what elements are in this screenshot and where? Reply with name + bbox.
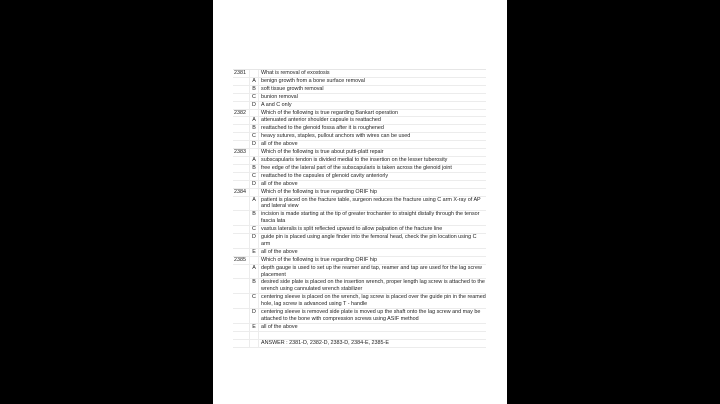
option-number-cell: [233, 102, 250, 109]
question-row: [233, 257, 486, 265]
option-row: [233, 181, 486, 189]
option-row: [233, 197, 486, 212]
option-number-cell: [233, 157, 250, 164]
option-number-cell: [233, 324, 250, 331]
blank-cell: [233, 332, 250, 339]
option-letter: A: [250, 157, 259, 164]
option-text: bunion removal: [261, 93, 298, 100]
option-text: all of the above: [261, 248, 298, 255]
option-row: [233, 324, 486, 332]
option-text: reattached to the glenoid fossa after it is roughened: [261, 125, 384, 132]
option-number-cell: [233, 309, 250, 323]
answer-key: ANSWER : 2381-D, 2382-D, 2383-D, 2384-E, 2385-E: [261, 339, 389, 346]
option-row: [233, 125, 486, 133]
question-text: Which of the following is true regarding Bankart operation: [261, 109, 398, 116]
question-letter-cell: [250, 257, 259, 264]
option-letter: A: [250, 78, 259, 85]
option-text: all of the above: [261, 180, 298, 187]
option-number-cell: [233, 78, 250, 85]
option-letter: B: [250, 86, 259, 93]
option-text: guide pin is placed using angle finder into the femoral head, check the pin location using C arm: [261, 234, 477, 247]
option-letter: E: [250, 324, 259, 331]
answer-letter-cell: [250, 340, 259, 347]
option-row: [233, 294, 486, 309]
question-letter-cell: [250, 70, 259, 77]
option-text: vastus lateralis is split reflected upward to allow palpation of the fracture line: [261, 226, 443, 233]
question-text: Which of the following is true regarding ORIF hip: [261, 256, 377, 263]
option-text: all of the above: [261, 141, 298, 148]
option-letter: D: [250, 234, 259, 248]
option-letter: C: [250, 294, 259, 308]
option-letter: D: [250, 141, 259, 148]
option-row: [233, 249, 486, 257]
question-number: 2384: [233, 189, 250, 196]
option-letter: B: [250, 279, 259, 293]
option-number-cell: [233, 117, 250, 124]
option-row: [233, 211, 486, 226]
question-number: 2382: [233, 110, 250, 117]
option-row: [233, 86, 486, 94]
option-letter: C: [250, 226, 259, 233]
question-letter-cell: [250, 189, 259, 196]
option-row: [233, 165, 486, 173]
option-letter: D: [250, 102, 259, 109]
option-text: attenuated anterior shoulder capsule is reattached: [261, 117, 381, 124]
option-number-cell: [233, 265, 250, 279]
option-row: [233, 102, 486, 110]
option-letter: C: [250, 94, 259, 101]
option-row: [233, 141, 486, 149]
option-row: [233, 173, 486, 181]
option-letter: E: [250, 249, 259, 256]
option-text: benign growth from a bone surface removal: [261, 77, 365, 84]
question-number: 2385: [233, 257, 250, 264]
option-row: [233, 117, 486, 125]
option-row: [233, 309, 486, 324]
question-number: 2381: [233, 70, 250, 77]
question-row: [233, 189, 486, 197]
option-text: reattached to the capsules of glenoid cavity anteriorly: [261, 172, 389, 179]
option-text: subscapularis tendon is divided medial to the insertion on the lesser tuberosity: [261, 156, 448, 163]
option-letter: C: [250, 133, 259, 140]
question-row: [233, 149, 486, 157]
option-text: desired side plate is placed on the insertion wrench, proper length lag screw is attached to the wrench using cannulated wrench stabilizer: [261, 279, 485, 293]
option-number-cell: [233, 86, 250, 93]
option-number-cell: [233, 94, 250, 101]
option-letter: B: [250, 165, 259, 172]
option-text: centering sleeve is placed on the wrench, lag screw is placed over the guide pin in the reamed hole, lag screw is advanced using T - handle: [261, 294, 486, 308]
question-text: What is removal of exostosis: [261, 70, 330, 76]
option-number-cell: [233, 141, 250, 148]
option-row: [233, 234, 486, 249]
question-text: Which of the following is true regarding ORIF hip: [261, 188, 377, 195]
option-letter: A: [250, 265, 259, 279]
option-text: incision is made starting at the tip of greater trochanter to straight distally through the tensor fascia lata: [261, 211, 480, 225]
option-letter: B: [250, 211, 259, 225]
blank-cell: [250, 332, 259, 339]
option-text: soft tissue growth removal: [261, 85, 324, 92]
option-text: A and C only: [261, 101, 292, 108]
question-row: [233, 110, 486, 118]
option-number-cell: [233, 249, 250, 256]
option-letter: D: [250, 181, 259, 188]
option-row: [233, 78, 486, 86]
option-row: [233, 133, 486, 141]
option-number-cell: [233, 165, 250, 172]
option-number-cell: [233, 197, 250, 211]
option-number-cell: [233, 234, 250, 248]
option-text: heavy sutures, staples, pullout anchors with wires can be used: [261, 133, 411, 140]
blank-row: [233, 332, 486, 340]
option-number-cell: [233, 211, 250, 225]
option-text: all of the above: [261, 323, 298, 330]
option-number-cell: [233, 133, 250, 140]
option-number-cell: [233, 294, 250, 308]
option-row: [233, 226, 486, 234]
option-letter: B: [250, 125, 259, 132]
option-letter: D: [250, 309, 259, 323]
question-number: 2383: [233, 149, 250, 156]
option-number-cell: [233, 279, 250, 293]
option-letter: A: [250, 117, 259, 124]
option-number-cell: [233, 125, 250, 132]
option-text: centering sleeve is removed side plate is moved up the shaft onto the lag screw and may be attached to the bone with compression screws using ASIF method: [261, 309, 481, 322]
question-table: [233, 69, 486, 348]
answer-row: [233, 340, 486, 348]
option-row: [233, 94, 486, 102]
question-letter-cell: [250, 110, 259, 117]
option-number-cell: [233, 226, 250, 233]
option-text: patient is placed on the fracture table, surgeon reduces the fracture using C arm X-ray of AP and lateral view: [261, 196, 481, 210]
question-text: Which of the following is true about putti-platt repair: [261, 149, 384, 156]
option-number-cell: [233, 181, 250, 188]
option-number-cell: [233, 173, 250, 180]
option-row: [233, 279, 486, 294]
blank-cell: [259, 332, 486, 339]
question-letter-cell: [250, 149, 259, 156]
answer-number-cell: [233, 340, 250, 347]
option-letter: A: [250, 197, 259, 211]
option-text: free edge of the lateral part of the subscapularis is taken across the glenoid joint: [261, 164, 452, 171]
option-letter: C: [250, 173, 259, 180]
option-row: [233, 265, 486, 280]
option-row: [233, 157, 486, 165]
option-text: depth gauge is used to set up the reamer and tap, reamer and tap are used for the lag screw placement: [261, 264, 482, 278]
document-page: [213, 0, 507, 404]
question-row: [233, 70, 486, 78]
